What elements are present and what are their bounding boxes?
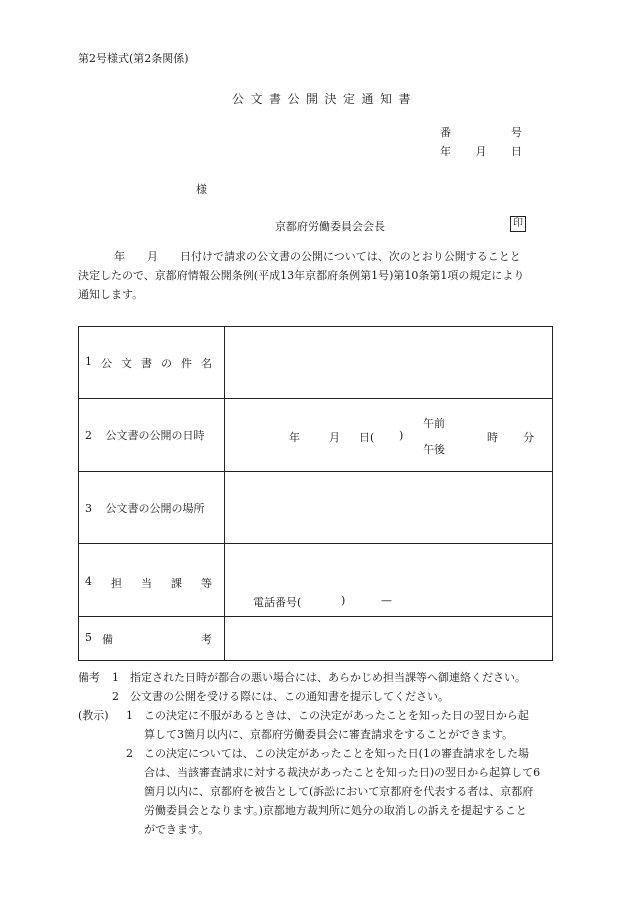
note-text: 指定された日時が都合の悪い場合には、あらかじめ担当課等へ御連絡ください。 xyxy=(130,671,526,684)
dt-paren-close: ) xyxy=(399,429,404,442)
intro-line: 決定したので、京都府情報公開条例(平成13年京都府条例第1号)第10条第1項の規定により xyxy=(78,269,525,282)
row-number: 1 xyxy=(85,354,92,368)
row-label-text: 公文書の公開の場所 xyxy=(105,501,205,515)
kyoji-label: (教示) xyxy=(78,709,109,722)
note-text: 箇月以内に、京都府を被告として(訴訟において京都府を代表する者は、京都府 xyxy=(144,785,534,798)
dt-hour: 時 xyxy=(487,431,498,444)
row-label-datetime xyxy=(79,399,225,472)
biko-label: 備考 xyxy=(78,671,100,684)
department-field[interactable] xyxy=(225,544,553,617)
reference-number-line xyxy=(440,124,522,140)
note-text: この決定に不服があるときは、この決定があったことを知った日の翌日から起 xyxy=(144,709,529,722)
note-text: 労働委員会となります。)京都地方裁判所に処分の取消しの訴えを提起すること xyxy=(144,804,527,817)
label-char: 課 xyxy=(171,577,182,590)
label-char: 公 xyxy=(101,356,112,370)
dt-year: 年 xyxy=(289,431,300,444)
dt-pm: 午後 xyxy=(423,443,445,456)
label-char: 備 xyxy=(102,632,113,646)
note-text: ができます。 xyxy=(144,823,210,836)
document-title: 公文書公開決定通知書 xyxy=(232,92,418,106)
dt-minute: 分 xyxy=(523,431,534,444)
row-number: 3 xyxy=(85,501,92,515)
seal-mark: 印 xyxy=(510,216,526,232)
row-number: 5 xyxy=(85,630,92,644)
info-table xyxy=(78,326,553,661)
table-row xyxy=(79,327,553,399)
dt-month: 月 xyxy=(329,431,340,444)
label-char: 件 xyxy=(181,356,192,370)
row-label-remarks xyxy=(79,617,225,661)
note-text: この決定については、この決定があったことを知った日(1の審査請求をした場 xyxy=(144,747,529,760)
label-char: 考 xyxy=(201,632,212,646)
label-char: 等 xyxy=(201,577,212,590)
label-char: 担 xyxy=(111,577,122,590)
note-number: 2 xyxy=(112,690,119,703)
note-number: 1 xyxy=(126,709,133,722)
table-row xyxy=(79,472,553,544)
note-number: 2 xyxy=(126,747,133,760)
table-row xyxy=(79,544,553,617)
date-year: 年 xyxy=(440,145,451,158)
addressee-suffix: 様 xyxy=(196,183,207,196)
intro-line: 通知します。 xyxy=(78,288,144,301)
row-number: 2 xyxy=(85,429,92,442)
table-row xyxy=(79,399,553,472)
row-label-document-name xyxy=(79,327,225,399)
phone-dash: — xyxy=(381,594,392,607)
intro-paragraph xyxy=(78,247,553,304)
note-text: 合は、当該審査請求に対する裁決があったことを知った日)の翌日から起算して6 xyxy=(144,766,541,779)
remarks-field[interactable] xyxy=(225,617,553,661)
dt-day: 日( xyxy=(359,431,375,444)
table-row xyxy=(79,617,553,661)
intro-line: 年 月 日付けで請求の公文書の公開については、次のとおり公開することと xyxy=(114,250,521,263)
ref-go: 号 xyxy=(511,126,522,139)
row-label-text: 公文書の公開の日時 xyxy=(105,429,205,442)
document-name-field[interactable] xyxy=(225,327,553,399)
date-line xyxy=(440,143,522,159)
dt-am: 午前 xyxy=(423,417,445,430)
row-label-place xyxy=(79,472,225,544)
note-text: 算して3箇月以内に、京都府労働委員会に審査請求をすることができます。 xyxy=(144,728,514,741)
datetime-field[interactable] xyxy=(225,399,553,472)
note-number: 1 xyxy=(112,671,119,684)
label-char: 書 xyxy=(141,356,152,370)
label-char: 文 xyxy=(121,356,132,370)
label-char: 当 xyxy=(141,577,152,590)
phone-label: 電話番号( xyxy=(253,596,302,609)
ref-ban: 番 xyxy=(440,126,451,139)
note-text: 公文書の公開を受ける際には、この通知書を提示してください。 xyxy=(130,690,449,703)
date-day: 日 xyxy=(511,145,522,158)
row-label-department xyxy=(79,544,225,617)
row-number: 4 xyxy=(85,575,92,588)
place-field[interactable] xyxy=(225,472,553,544)
issuer-name: 京都府労働委員会会長 xyxy=(275,220,385,233)
form-number: 第2号様式(第2条関係) xyxy=(78,52,189,65)
date-month: 月 xyxy=(475,145,487,158)
label-char: の xyxy=(161,356,172,370)
label-char: 名 xyxy=(201,356,212,370)
phone-paren-close: ) xyxy=(341,594,346,607)
